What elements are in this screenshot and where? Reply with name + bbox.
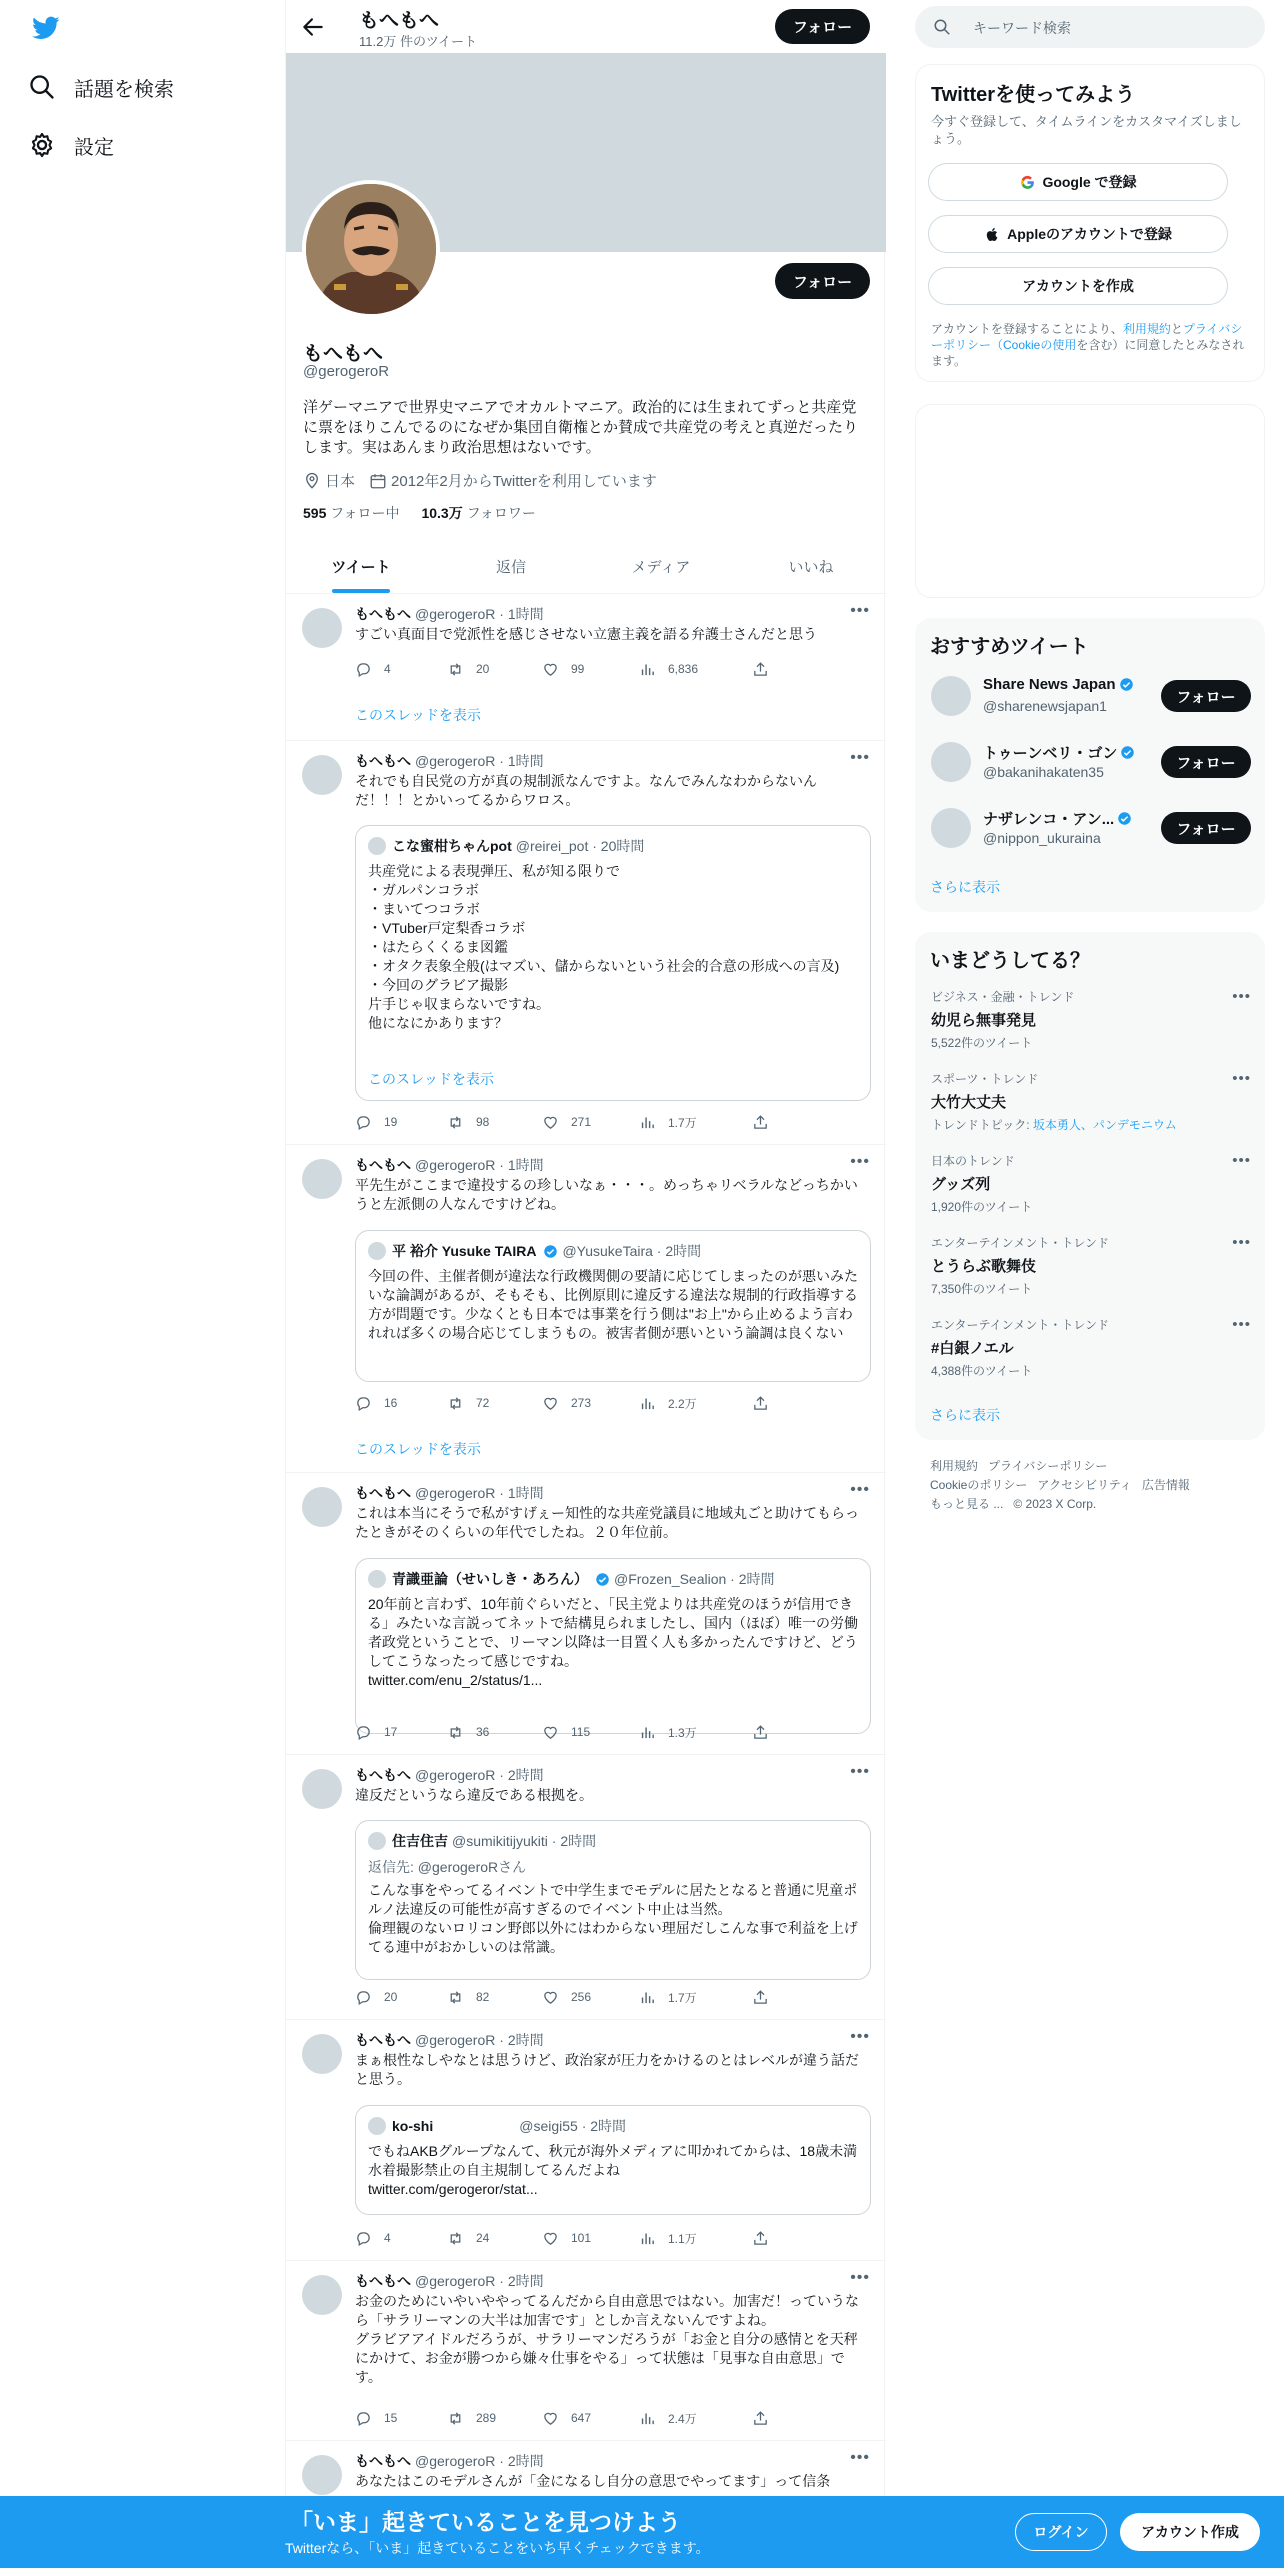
- recommended-item[interactable]: トゥーンベリ・ゴン @bakanihakaten35 フォロー: [931, 740, 1251, 784]
- retweet-button[interactable]: 36: [447, 1722, 542, 1742]
- footer-copyright: © 2023 X Corp.: [1013, 1497, 1097, 1511]
- more-icon[interactable]: •••: [1232, 1234, 1251, 1251]
- quoted-tweet[interactable]: [355, 1820, 871, 1980]
- tweet-text: あなたはこのモデルさんが「金になるし自分の意思でやってます」って信条: [355, 2473, 831, 2489]
- avatar: [368, 1570, 386, 1588]
- more-icon[interactable]: •••: [850, 1153, 870, 1170]
- views-icon: [639, 1114, 656, 1131]
- share-icon: [752, 2410, 769, 2427]
- heart-icon: [542, 1989, 559, 2006]
- avatar[interactable]: [931, 808, 971, 848]
- tweet-time[interactable]: 2時間: [507, 2273, 544, 2289]
- verified-badge-icon: [1120, 745, 1135, 760]
- tweet-time[interactable]: 1時間: [507, 1485, 544, 1501]
- tweet-author[interactable]: もへもへ: [355, 2032, 411, 2048]
- trend-item[interactable]: スポーツ・トレンド 大竹大丈夫 トレンドトピック: 坂本勇人、パンデモニウム •••: [931, 1070, 1251, 1132]
- views-icon: [639, 2410, 656, 2427]
- search-input[interactable]: キーワード検索: [973, 20, 1071, 36]
- tweet-actions: [355, 1987, 795, 2007]
- profile-handle: @gerogeroR: [303, 363, 390, 380]
- reply-button[interactable]: 4: [355, 659, 447, 679]
- more-icon[interactable]: •••: [850, 2028, 870, 2045]
- tweet-handle[interactable]: @gerogeroR: [415, 1485, 496, 1501]
- tweet-header: もへもへ @gerogeroR · 1時間: [355, 1157, 544, 1173]
- followers-link[interactable]: 10.3万 フォロワー: [421, 505, 536, 521]
- tweet-time[interactable]: 2時間: [507, 1767, 544, 1783]
- share-icon: [752, 2230, 769, 2247]
- tweet-text: これは本当にそうで私がすげぇー知性的な共産党議員に地域丸ごと助けてもらったときがそのくらいの年代でしたね。２０年位前。: [355, 1505, 859, 1540]
- tweet-header: もへもへ @gerogeroR · 2時間: [355, 2032, 544, 2048]
- header-follow-button[interactable]: フォロー: [775, 9, 870, 44]
- empty-panel: [915, 404, 1265, 598]
- share-button[interactable]: [752, 1987, 781, 2007]
- footer-links: [930, 1457, 1250, 1514]
- nav-settings-label: 設定: [74, 136, 114, 159]
- footer-accessibility[interactable]: アクセシビリティ: [1037, 1478, 1132, 1492]
- quote-reply-to: 返信先: @gerogeroRさん: [368, 1859, 527, 1875]
- show-thread-link[interactable]: このスレッドを表示: [355, 1441, 481, 1457]
- profile-meta: [303, 470, 657, 491]
- avatar[interactable]: [931, 742, 971, 782]
- tweet-text: お金のためにいやいややってるんだから自由意思ではない。加害だ！っていうなら「サラリーマンの大半は加害です」としか言えないんですよね。 グラビアアイドルだろうが、サラリーマンだろうが「お金と自分の感情とを天秤にかけて、お金が勝つから嫌々仕事をやる」って状態は「見事な自由意思」です。: [355, 2293, 859, 2385]
- tweet-handle[interactable]: @gerogeroR: [415, 606, 496, 622]
- tweet-author[interactable]: もへもへ: [355, 2453, 411, 2469]
- gear-icon: [28, 131, 56, 159]
- more-icon[interactable]: •••: [850, 749, 870, 766]
- recommended-title: おすすめツイート: [930, 636, 1089, 658]
- tweet-header: もへもへ @gerogeroR · 2時間: [355, 2273, 544, 2289]
- retweet-icon: [447, 2410, 464, 2427]
- share-icon: [752, 1989, 769, 2006]
- quote-header: 平 裕介 Yusuke TAIRA @YusukeTaira · 2時間: [368, 1241, 701, 1261]
- trend-item[interactable]: エンターテインメント・トレンド とうらぶ歌舞伎 7,350件のツイート •••: [931, 1234, 1251, 1296]
- reply-button[interactable]: 16: [355, 1393, 447, 1413]
- recommended-item[interactable]: ナザレンコ・アン... @nippon_ukuraina フォロー: [931, 806, 1251, 850]
- share-icon: [752, 661, 769, 678]
- tweet-author[interactable]: もへもへ: [355, 1485, 411, 1501]
- like-button[interactable]: 647: [542, 2408, 639, 2428]
- quote-header: 住吉住吉 @sumikitijyukiti · 2時間: [368, 1831, 596, 1851]
- tweet-author[interactable]: もへもへ: [355, 606, 411, 622]
- avatar[interactable]: [302, 1769, 342, 1809]
- more-icon[interactable]: •••: [850, 1763, 870, 1780]
- views-icon: [639, 1395, 656, 1412]
- tweet-header: もへもへ @gerogeroR · 2時間: [355, 2453, 544, 2469]
- tweet-handle[interactable]: @gerogeroR: [415, 2273, 496, 2289]
- share-icon: [752, 1114, 769, 1131]
- login-button[interactable]: ログイン: [1015, 2513, 1107, 2551]
- more-icon[interactable]: •••: [1232, 1070, 1251, 1087]
- profile-bio: 洋ゲーマニアで世界史マニアでオカルトマニア。政治的には生まれてずっと共産党に票をほりこんでるのになぜか集団自衛権とか賛成で共産党の考えと真逆だったりします。実はあんまり政治思想はないです。: [303, 399, 859, 456]
- avatar[interactable]: [302, 1487, 342, 1527]
- tweet-handle[interactable]: @gerogeroR: [415, 2032, 496, 2048]
- apple-signup-button[interactable]: Appleのアカウントで登録: [928, 215, 1228, 253]
- quote-text: こんな事をやってるイベントで中学生までモデルに居たとなると普通に児童ポルノ法違反の可能性が高すぎるのでイベント中止は当然。 倫理観のないロリコン野郎以外にはわからない理屈だしこんな事で利益を上げてる連中がおかしいのは常識。: [368, 1882, 858, 1955]
- quoted-tweet[interactable]: [355, 1230, 871, 1382]
- verified-badge-icon: [543, 1244, 558, 1259]
- avatar[interactable]: [302, 1159, 342, 1199]
- tweet-header: もへもへ @gerogeroR · 2時間: [355, 1767, 544, 1783]
- quote-text: 共産党による表現弾圧、私が知る限りで ・ガルパンコラボ ・まいてつコラボ ・VTuber戸定梨香コラボ ・はたらくくるま図鑑 ・オタク表象全般(はマズい、儲からないという社会的合意の形成への言及) ・今回のグラビア撮影 片手じゃ収まらないですね。 他になにかあります？: [368, 863, 840, 1031]
- portrait-image: [306, 184, 436, 314]
- tweet-header: もへもへ @gerogeroR · 1時間: [355, 1485, 544, 1501]
- search-icon: [28, 73, 56, 101]
- privacy-link[interactable]: プライバシーポリシー（Cookieの使用: [931, 322, 1243, 352]
- retweet-icon: [447, 1989, 464, 2006]
- retweet-button[interactable]: 98: [447, 1112, 542, 1132]
- trends-more-link[interactable]: さらに表示: [930, 1407, 1000, 1423]
- share-button[interactable]: [752, 659, 781, 679]
- tweet-time[interactable]: 2時間: [507, 2453, 544, 2469]
- show-thread-link[interactable]: このスレッドを表示: [355, 707, 481, 723]
- quote-text: でもねAKBグループなんて、秋元が海外メディアに叩かれてからは、18歳未満水着撮影禁止の自主規制してるんだよね twitter.com/gerogeror/stat...: [368, 2143, 858, 2197]
- more-icon[interactable]: •••: [1232, 1152, 1251, 1169]
- views-icon: [639, 2230, 656, 2247]
- trend-topic-link[interactable]: 坂本勇人、パンデモニウム: [1032, 1118, 1177, 1132]
- avatar[interactable]: [931, 676, 971, 716]
- more-icon[interactable]: •••: [850, 2449, 870, 2466]
- verified-badge-icon: [595, 1572, 610, 1587]
- footer-more[interactable]: もっと見る ...: [930, 1497, 1004, 1511]
- signup-desc: 今すぐ登録して、タイムラインをカスタマイズしましょう。: [931, 114, 1242, 146]
- bottom-bar-subtitle: Twitterなら、「いま」起きていることをいち早くチェックできます。: [285, 2540, 710, 2556]
- profile-joined: 2012年2月からTwitterを利用しています: [391, 473, 657, 490]
- trend-item[interactable]: 日本のトレンド グッズ列 1,920件のツイート •••: [931, 1152, 1251, 1214]
- heart-icon: [542, 1395, 559, 1412]
- tweet[interactable]: [286, 1755, 886, 2020]
- nav-explore-label: 話題を検索: [74, 78, 174, 101]
- location-icon: [303, 472, 321, 490]
- retweet-icon: [447, 1114, 464, 1131]
- search-bar[interactable]: [915, 6, 1265, 48]
- like-button[interactable]: 101: [542, 2228, 639, 2248]
- profile-name: もへもへ: [303, 343, 383, 365]
- avatar: [368, 1832, 386, 1850]
- header-tweet-count: 11.2万 件のツイート: [359, 34, 478, 49]
- profile-follow-button[interactable]: フォロー: [775, 263, 870, 299]
- tweet-header: もへもへ @gerogeroR · 1時間: [355, 606, 544, 622]
- reply-icon: [355, 2410, 372, 2427]
- views-button[interactable]: 1.1万: [639, 2228, 752, 2248]
- left-nav: [0, 0, 285, 2568]
- tweet-actions: [355, 659, 795, 679]
- google-icon: [1019, 174, 1036, 191]
- google-signup-button[interactable]: Google で登録: [928, 163, 1228, 201]
- retweet-button[interactable]: 24: [447, 2228, 542, 2248]
- tweet[interactable]: [286, 594, 886, 741]
- tweet-actions: [355, 1112, 795, 1132]
- tweet-handle[interactable]: @gerogeroR: [415, 1157, 496, 1173]
- share-icon: [752, 1395, 769, 1412]
- search-icon: [933, 18, 951, 36]
- tweet-handle[interactable]: @gerogeroR: [415, 1767, 496, 1783]
- tab-likes[interactable]: いいね: [788, 559, 834, 576]
- recommended-more-link[interactable]: さらに表示: [930, 879, 1000, 895]
- more-icon[interactable]: •••: [850, 602, 870, 619]
- quote-text: 20年前と言わず、10年前ぐらいだと、「民主党よりは共産党のほうが信用できる」みたいな言説ってネットで結構見られましたし、国内（ほぼ）唯一の労働者政党ということで、リーマン以降は一目置く人も多かったんですけど、どうしてこうなったって感じですね。 twitter.com/enu_2/status/1...: [368, 1596, 858, 1688]
- trend-item[interactable]: エンターテインメント・トレンド #白銀ノエル 4,388件のツイート •••: [931, 1316, 1251, 1378]
- views-button[interactable]: 2.2万: [639, 1393, 752, 1413]
- avatar: [368, 1242, 386, 1260]
- tweet-text: まぁ根性なしやなとは思うけど、政治家が圧力をかけるのとはレベルが違う話だと思う。: [355, 2052, 859, 2087]
- retweet-button[interactable]: 289: [447, 2408, 542, 2428]
- avatar: [368, 837, 386, 855]
- tweet-actions: [355, 2228, 795, 2248]
- tweet-time[interactable]: 2時間: [507, 2032, 544, 2048]
- apple-icon: [984, 226, 1001, 243]
- create-account-button[interactable]: アカウントを作成: [928, 267, 1228, 305]
- tweet-text: 違反だというなら違反である根拠を。: [355, 1787, 593, 1803]
- reply-icon: [355, 661, 372, 678]
- tweet-time[interactable]: 1時間: [507, 1157, 544, 1173]
- footer-privacy[interactable]: プライバシーポリシー: [988, 1459, 1108, 1473]
- profile-avatar[interactable]: [302, 180, 440, 318]
- share-button[interactable]: [752, 2408, 781, 2428]
- tweet[interactable]: [286, 2020, 886, 2261]
- profile-tabs: [286, 540, 886, 594]
- retweet-button[interactable]: 20: [447, 659, 542, 679]
- signup-terms: アカウントを登録することにより、利用規約とプライバシーポリシー（Cookieの使用を含む）に同意したとみなされます。: [931, 322, 1245, 368]
- share-button[interactable]: [752, 2228, 781, 2248]
- trends-panel: [915, 932, 1265, 1440]
- share-button[interactable]: [752, 1722, 781, 1742]
- tweet-text: すごい真面目で党派性を感じさせない立憲主義を語る弁護士さんだと思う: [355, 626, 817, 642]
- recommended-panel: [915, 618, 1265, 912]
- tab-media[interactable]: メディア: [631, 559, 691, 576]
- nav-settings[interactable]: [28, 121, 114, 169]
- bottom-bar-title: 「いま」起きていることを見つけよう: [290, 2509, 681, 2535]
- heart-icon: [542, 2230, 559, 2247]
- share-button[interactable]: [752, 1112, 781, 1132]
- verified-badge-icon: [1117, 811, 1132, 826]
- reply-icon: [355, 1395, 372, 1412]
- reply-icon: [355, 2230, 372, 2247]
- tweet-author[interactable]: もへもへ: [355, 753, 411, 769]
- heart-icon: [542, 2410, 559, 2427]
- tweet-text: 平先生がここまで違投するの珍しいなぁ・・・。めっちゃリベラルなどっちかいうと左派側の人なんですけどね。: [355, 1177, 858, 1212]
- quoted-tweet[interactable]: [355, 825, 871, 1101]
- like-button[interactable]: 273: [542, 1393, 639, 1413]
- reply-button[interactable]: 15: [355, 2408, 447, 2428]
- avatar[interactable]: [302, 755, 342, 795]
- quote-header: ko-shi @seigi55 · 2時間: [368, 2116, 626, 2136]
- footer-terms[interactable]: 利用規約: [930, 1459, 979, 1473]
- quoted-tweet[interactable]: [355, 1558, 871, 1734]
- retweet-button[interactable]: 82: [447, 1987, 542, 2007]
- follow-button[interactable]: フォロー: [1161, 746, 1251, 778]
- views-button[interactable]: 1.7万: [639, 1987, 752, 2007]
- profile-timeline: [285, 0, 885, 2568]
- avatar[interactable]: [302, 608, 342, 648]
- reply-button[interactable]: 20: [355, 1987, 447, 2007]
- nav-explore[interactable]: [28, 63, 174, 111]
- tweet-text: それでも自民党の方が真の規制派なんですよ。なんでみんなわからないんだ！！！とかいってるからワロス。: [355, 773, 817, 808]
- retweet-icon: [447, 1724, 464, 1741]
- retweet-icon: [447, 1395, 464, 1412]
- avatar: [368, 2117, 386, 2135]
- tweet[interactable]: [286, 1145, 886, 1473]
- profile-location: 日本: [325, 473, 356, 490]
- tweet-actions: [355, 2408, 795, 2428]
- quoted-tweet[interactable]: [355, 2105, 871, 2215]
- more-icon[interactable]: •••: [850, 1481, 870, 1498]
- heart-icon: [542, 1724, 559, 1741]
- footer-ads[interactable]: 広告情報: [1141, 1478, 1190, 1492]
- trends-title: いまどうしてる？: [930, 950, 1090, 972]
- follow-button[interactable]: フォロー: [1161, 680, 1251, 712]
- like-button[interactable]: 271: [542, 1112, 639, 1132]
- avatar[interactable]: [302, 2455, 342, 2495]
- tweet[interactable]: [286, 1473, 886, 1755]
- avatar[interactable]: [302, 2275, 342, 2315]
- tab-tweets[interactable]: ツイート: [286, 540, 436, 593]
- quote-header: 青識亜論（せいしき・あろん） @Frozen_Sealion · 2時間: [368, 1569, 775, 1589]
- tab-replies[interactable]: 返信: [495, 559, 526, 576]
- tweet-handle[interactable]: @gerogeroR: [415, 753, 496, 769]
- following-link[interactable]: 595 フォロー中: [303, 505, 400, 521]
- verified-badge-icon: [1119, 677, 1134, 692]
- signup-title: Twitterを使ってみよう: [931, 84, 1136, 106]
- more-icon[interactable]: •••: [1232, 988, 1251, 1005]
- tweet[interactable]: [286, 2261, 886, 2441]
- reply-icon: [355, 1989, 372, 2006]
- views-icon: [639, 661, 656, 678]
- tweet-time[interactable]: 1時間: [507, 753, 544, 769]
- tweet-author[interactable]: もへもへ: [355, 1767, 411, 1783]
- tweet-author[interactable]: もへもへ: [355, 2273, 411, 2289]
- twitter-bird-icon[interactable]: [30, 14, 62, 42]
- tweet-header: もへもへ @gerogeroR · 1時間: [355, 753, 544, 769]
- heart-icon: [542, 1114, 559, 1131]
- retweet-icon: [447, 661, 464, 678]
- avatar[interactable]: [302, 2034, 342, 2074]
- recommended-item[interactable]: Share News Japan @sharenewsjapan1 フォロー: [931, 674, 1251, 718]
- views-icon: [639, 1724, 656, 1741]
- more-icon[interactable]: •••: [1232, 1316, 1251, 1333]
- back-arrow-icon[interactable]: [300, 14, 326, 40]
- signup-button[interactable]: アカウント作成: [1120, 2513, 1260, 2551]
- reply-icon: [355, 1724, 372, 1741]
- retweet-button[interactable]: 72: [447, 1393, 542, 1413]
- reply-button[interactable]: 4: [355, 2228, 447, 2248]
- footer-cookie[interactable]: Cookieのポリシー: [930, 1478, 1028, 1492]
- reply-icon: [355, 1114, 372, 1131]
- profile-follow-stats: [303, 503, 536, 523]
- like-button[interactable]: 256: [542, 1987, 639, 2007]
- signup-panel: [915, 64, 1265, 382]
- views-button[interactable]: 1.7万: [639, 1112, 752, 1132]
- reply-button[interactable]: 19: [355, 1112, 447, 1132]
- tweet-actions: [355, 1393, 795, 1413]
- like-button[interactable]: 99: [542, 659, 639, 679]
- views-button[interactable]: 2.4万: [639, 2408, 752, 2428]
- heart-icon: [542, 661, 559, 678]
- tweet-actions: [355, 1722, 795, 1742]
- views-button[interactable]: 6,836: [639, 659, 752, 679]
- quote-header: こな蜜柑ちゃんpot @reirei_pot · 20時間: [368, 836, 644, 856]
- views-icon: [639, 1989, 656, 2006]
- tweet-handle[interactable]: @gerogeroR: [415, 2453, 496, 2469]
- terms-link[interactable]: 利用規約: [1122, 322, 1171, 336]
- trend-item[interactable]: ビジネス・金融・トレンド 幼児ら無事発見 5,522件のツイート •••: [931, 988, 1251, 1050]
- header-name: もへもへ: [359, 10, 439, 32]
- share-button[interactable]: [752, 1393, 781, 1413]
- signup-bottom-bar: [0, 2496, 1284, 2568]
- tweet[interactable]: [286, 741, 886, 1145]
- views-button[interactable]: 1.3万: [639, 1722, 752, 1742]
- tweet-author[interactable]: もへもへ: [355, 1157, 411, 1173]
- share-icon: [752, 1724, 769, 1741]
- quote-show-thread-link[interactable]: このスレッドを表示: [368, 1071, 494, 1087]
- more-icon[interactable]: •••: [850, 2269, 870, 2286]
- calendar-icon: [369, 472, 387, 490]
- quote-text: 今回の件、主催者側が違法な行政機関側の要請に応じてしまったのが悪いみたいな論調があるが、そもそも、比例原則に違反する違法な規制的行政指導する方が問題です。少なくとも日本では事業を行う側は"お上"から止めるよう言われれば多くの場合応じてしまうもの。被害者側が悪いという論調は良くない: [368, 1268, 858, 1341]
- retweet-icon: [447, 2230, 464, 2247]
- tweet-time[interactable]: 1時間: [507, 606, 544, 622]
- like-button[interactable]: 115: [542, 1722, 639, 1742]
- reply-button[interactable]: 17: [355, 1722, 447, 1742]
- follow-button[interactable]: フォロー: [1161, 812, 1251, 844]
- profile-header-bar: [286, 0, 886, 53]
